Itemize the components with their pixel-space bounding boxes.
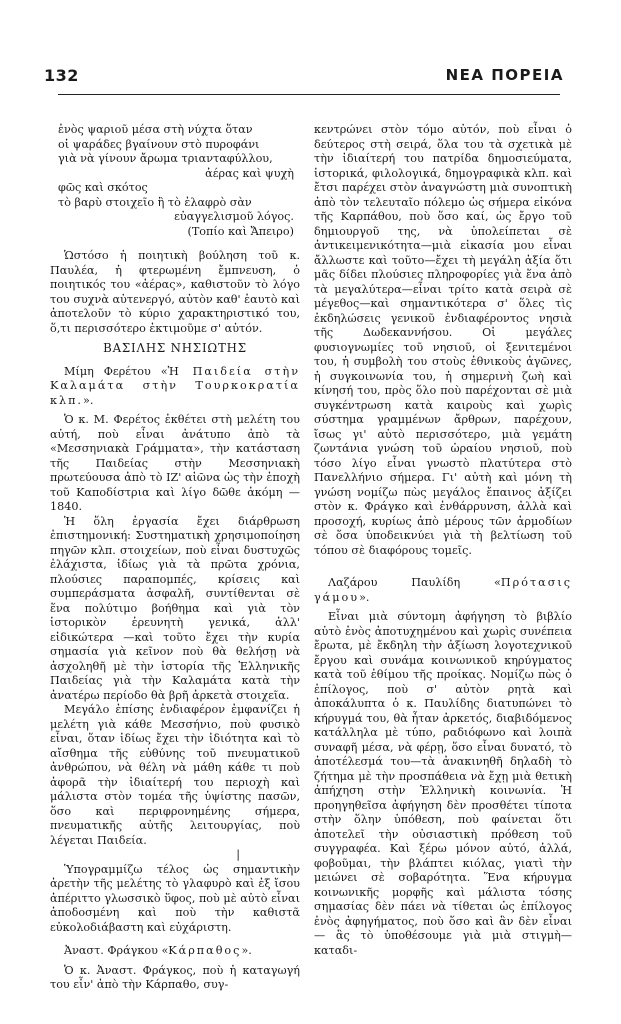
body-paragraph: Εἶναι μιὰ σύντομη ἀφήγηση τὸ βιβλίο αὐτὸ ἑνὸς ἀποτυχημένου καὶ χωρὶς συνέπεια ἔρωτα, μὲ ἔκδηλη τὴν ἀξίωση λογοτεχνικοῦ ἔργου καὶ συνάμα κοινωνικοῦ κηρύγματος κατὰ τοῦ ἐθίμου τῆς προίκας. Νομίζω πὼς ὁ ἐπίλογος, ποὺ σ' αὐτὸν ρητὰ καὶ ἀποκάλυπτα ὁ κ. Παυλίδης διατυπώνει τὸ κήρυγμά του, θὰ ἦταν ἀρκετός, διαβιδόμενος κατάλληλα μὲ τύπο, ραδιόφωνο καὶ λοιπὰ συναφῆ μέσα, νὰ φέρῃ, ὅσο εἶναι δυνατό, τὸ ἀποτέλεσμά του—τὰ ἀνακινηθῆ δηλαδὴ τὸ ζήτημα μὲ τὴν προσπάθεια νὰ ἔχῃ μιὰ θετικὴ ἀπήχηση στὴν Ἑλληνικὴ κοινωνία. Ἡ προηγηθεῖσα ἀφήγηση δὲν προσθέτει τίποτα στὴν ὅλην ὑπόθεση, ποὺ φαίνεται ὅτι ἀποτελεῖ τὴν οὐσιαστικὴ πρόθεση τοῦ συγγραφέα. Καὶ ξέρω μόνον αὐτό, ἀλλά, φοβοῦμαι, τὴν βλάπτει κιόλας, γιατὶ τὴν μειώνει σὲ σοβαρότητα. Ἕνα κήρυγμα κοινωνικῆς μορφῆς καὶ μάλιστα τόσης σημασίας δὲν πάει νὰ τίθεται ὡς ἐπίλογος ἑνὸς ἀφηγήματος, ποὺ ὅσο καὶ ἂν δὲν εἶναι — ἂς τὸ ὑποθέσουμε γιὰ μιὰ στιγμὴ—καταδι- [314, 610, 572, 957]
left-column [50, 123, 300, 993]
review-heading [50, 944, 300, 959]
body-paragraph: Ὑπογραμμίζω τέλος ὡς σημαντικὴν ἀρετὴν τῆς μελέτης τὸ γλαφυρὸ καὶ ἐξ ἴσου ἀπέριττο γλωσσικὸ ὕφος, ποὺ μὲ αὐτὸ εἶναι ἀποδοσμένη καὶ ποὺ τὴν καθιστᾶ εὐκολοδιάβαστη καὶ εὐχάριστη. [50, 862, 300, 934]
header-rule [58, 94, 560, 95]
body-paragraph: Ὡστόσο ἡ ποιητικὴ βούληση τοῦ κ. Παυλέα, ἡ φτερωμένη ἔμπνευση, ὁ ποιητικός του «ἀέρας», καθιστοῦν τὸ λόγο του συχνὰ αὐτενεργό, αὐτὸν καθ' ἑαυτὸ καὶ ἀποτελοῦν τὸ κύριο χαρακτηριστικό του, ὅ,τι περισσότερο ἐκτιμοῦμε σ' αὐτόν. [50, 249, 300, 335]
review-heading-author: Μίμη Φερέτου « [64, 364, 168, 378]
body-paragraph: Μεγάλο ἐπίσης ἐνδιαφέρον ἐμφανίζει ἡ μελέτη γιὰ κάθε Μεσσήνιο, ποὺ φυσικὸ εἶναι, ὅταν ἰδίως ἔχει τὴν ἰδιότητα καὶ τὸ αἴσθημα τῆς εὐθύνης τοῦ πνευματικοῦ ἀνθρώπου, νὰ θέλη νὰ μάθη κάθε τι ποὺ ἀφορᾶ τὴν ἰδιαίτερή του περιοχὴ καὶ μάλιστα στὸν τομέα τῆς ὑψίστης πασῶν, ὅσο καὶ περιφρονημένης σήμερα, πνευματικῆς αὐτῆς λειτουργίας, ποὺ λέγεται Παιδεία. [50, 703, 300, 847]
body-paragraph: κεντρώνει στὸν τόμο αὐτόν, ποὺ εἶναι ὁ δεύτερος στὴ σειρά, ὅλα του τὰ σχετικὰ μὲ τὴν ἰδιαίτερή του πατρίδα δημοσιεύματα, ἱστορικά, φιλολογικά, δημογραφικὰ κλπ. καὶ ἔτσι παρέχει στὸν ἀναγνώστη μιὰ συνοπτικὴ ἀπὸ τὸν τελευταῖο πόλεμο ὡς σήμερα εἰκόνα τῆς Καρπάθου, ποὺ ὅσο καί, ὡς ἔργο τοῦ δημιουργοῦ της, νὰ ὑπολείπεται σὲ ἀντικειμενικότητα—μιὰ εἰκασία μου εἶναι ἄλλωστε καὶ τοῦτο—ἔχει τὴ μεγάλη ἀξία ὅτι μᾶς δίδει πλούσιες πληροφορίες γιὰ ἕνα ἀπὸ τὰ μεγαλύτερα—εἶναι τρίτο κατὰ σειρὰ σὲ μέγεθος—καὶ σημαντικότερα σ' ὅλες τὶς ἐκδηλώσεις γενικοῦ ἐνδιαφέροντος νησιὰ τῆς Δωδεκαννήσου. Οἱ μεγάλες φυσιογνωμίες τοῦ νησιοῦ, οἱ ξενιτεμένοι του, ἡ συμβολὴ του στοὺς ἐθνικοὺς ἀγῶνες, ἡ συγκοινωνία του, ἡ σημερινὴ ζωὴ καὶ κίνησή του, πρὸς ὅλο ποὺ παρέχονται σὲ μιὰ συγκέντρωση κατὰ καιροὺς καὶ χωρὶς σύστημα γραμμένων ἄρθρων, παρέχουν, ἴσως γι' αὐτὸ περισσότερο, μιὰ γεμάτη ζωντάνια γνώση τοῦ ὡραίου νησιοῦ, ποὺ τόσο λίγο εἶναι γνωστὸ πλατύτερα στὸ Πανελλήνιο σήμερα. Γι' αὐτὴ καὶ μόνη τὴ γνώση νομίζω πὼς μεγάλος ἔπαινος ἀξίζει στὸν κ. Φράγκο καὶ ἐνθάρρυνση, ἀλλὰ καὶ προσοχή, κυρίως ἀπὸ μέρους τῶν ἁρμοδίων σὲ ὅσα ὑποδεικνύει γιὰ τὴ βελτίωση τοῦ τόπου σὲ διαφόρους τομεῖς. [314, 123, 572, 557]
poem-line: εὐαγγελισμοῦ λόγος. [174, 210, 294, 223]
poem-line: οἱ ψαράδες βγαίνουν στὸ πυροφάνι [58, 137, 260, 151]
poem-line: ἑνὸς ψαριοῦ μέσα στὴ νύχτα ὅταν [58, 123, 253, 136]
page-header [44, 66, 564, 90]
review-heading-end: ». [359, 590, 370, 604]
poem-line: ἀέρας καὶ ψυχὴ [205, 166, 294, 180]
journal-title: ΝΕΑ ΠΟΡΕΙΑ [445, 66, 564, 84]
review-heading [314, 576, 572, 605]
poem-line: γιὰ νὰ γίνουν ἄρωμα τριανταφύλλου, [58, 152, 273, 165]
author-signature: ΒΑΣΙΛΗΣ ΝΗΣΙΩΤΗΣ [103, 341, 247, 355]
body-paragraph: Ἡ ὅλη ἐργασία ἔχει διάρθρωση ἐπιστημονική: Συστηματικὴ χρησιμοποίηση πηγῶν κλπ. στοιχείων, ποὺ εἶναι δυστυχῶς ἐλάχιστα, ἰδίως γιὰ τὰ πρῶτα χρόνια, πλούσιες παραπομπές, κρίσεις καὶ συμπεράσματα ἀσφαλῆ, συντίθενται σὲ ἕνα πολύτιμο βοήθημα καὶ γιὰ τὸν ἱστορικὸν ἐρευνητὴ γενικά, ἀλλ' εἰδικώτερα —καὶ τοῦτο ἔχει τὴν κυρία σημασία γιὰ κεῖνον ποὺ θὰ θελήσῃ νὰ ἀσχοληθῆ μὲ τὴν ἱστορία τῆς Ἑλληνικῆς Παιδείας γιὰ τὴν Καλαμάτα κατὰ τὴν ἀνατέρω περίοδο θὰ βρῆ ἀρκετὰ στοιχεῖα. [50, 514, 300, 702]
poem-source: (Τοπίο καὶ Ἄπειρο) [187, 224, 294, 238]
margin-mark: | [236, 848, 240, 861]
review-heading-end: ». [241, 944, 252, 957]
review-heading-author: Ἀναστ. Φράγκου « [64, 944, 169, 957]
review-heading-title: Κάρπαθος [168, 944, 242, 957]
poem-excerpt [58, 123, 300, 239]
review-heading-author: Λαζάρου Παυλίδη « [328, 576, 501, 589]
page-number: 132 [44, 66, 79, 85]
body-paragraph: Ὁ κ. Ἀναστ. Φράγκος, ποὺ ἡ καταγωγή του εἶν' ἀπὸ τὴν Κάρπαθο, συγ- [50, 963, 300, 991]
review-heading [50, 365, 300, 409]
review-heading-end: ». [83, 393, 94, 407]
poem-line: τὸ βαρὺ στοιχεῖο ἢ τὸ ἐλαφρὸ σὰν [58, 195, 252, 209]
poem-line: φῶς καὶ σκότος [58, 181, 148, 194]
right-column [314, 123, 572, 958]
review-heading-title: Ἡ Παιδεία στὴν Καλαμάτα στὴν Τουρκοκρατία κλπ. [50, 364, 300, 407]
review-heading-title: Πρότασις γάμου [314, 576, 572, 604]
body-paragraph: Ὁ κ. Μ. Φερέτος ἐκθέτει στὴ μελέτη του αὐτή, ποὺ εἶναι ἀνάτυπο ἀπὸ τὰ «Μεσσηνιακὰ Γράμματα», τὴν κατάσταση τῆς Παιδείας στὴν Μεσσηνιακὴ πρωτεύουσα ἀπὸ τὸ ΙΖ' αἰῶνα ὡς τὴν ἐποχὴ τοῦ Καποδίστρια καὶ λίγο δῶθε ἀκόμη —1840. [50, 413, 300, 513]
